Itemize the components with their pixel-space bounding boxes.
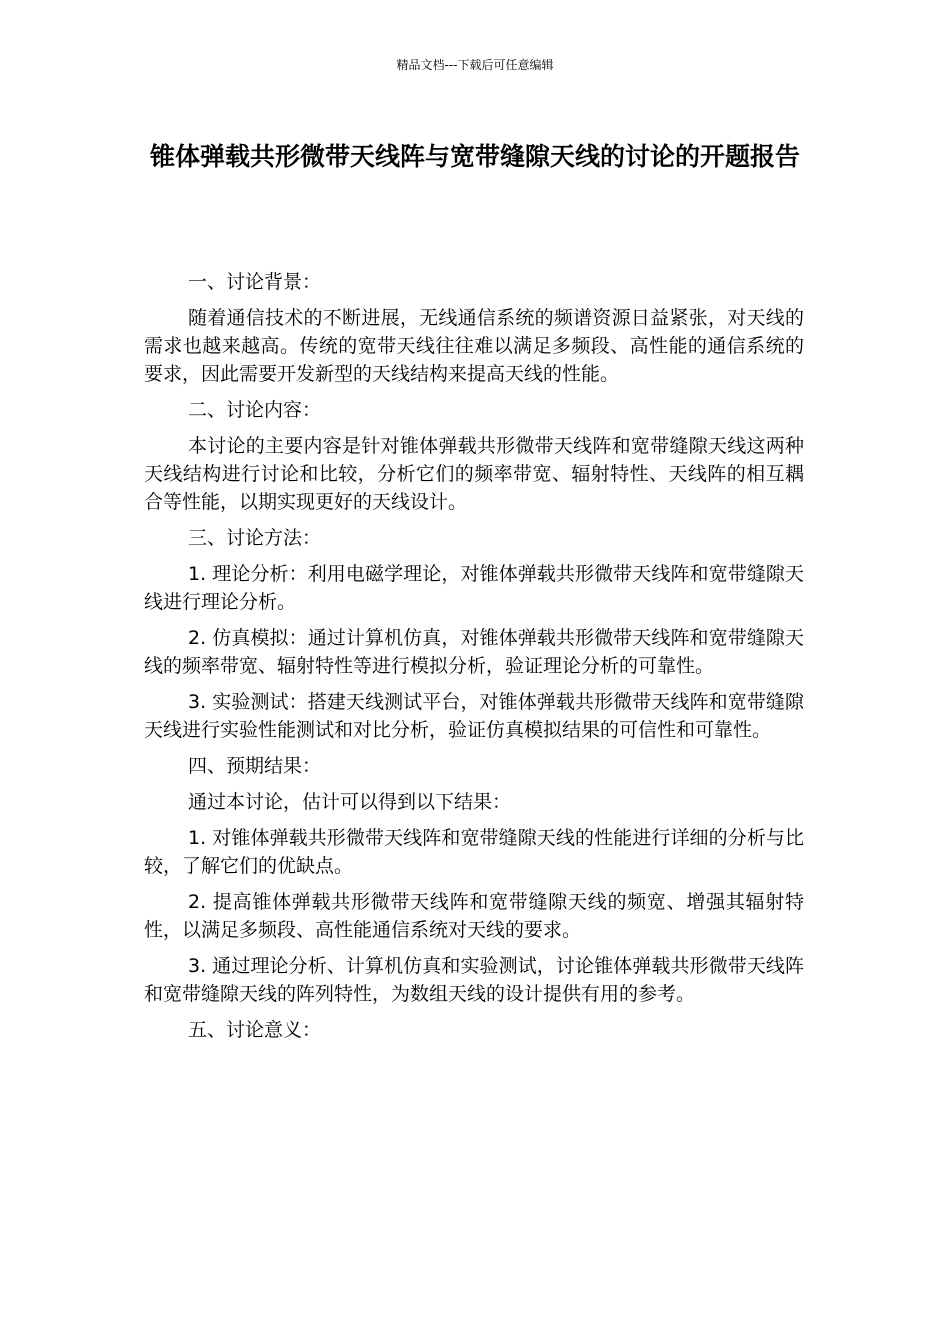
section-heading-results: 四、预期结果： — [188, 755, 322, 777]
list-item-method-3: 3. 实验测试：搭建天线测试平台，对锥体弹载共形微带天线阵和宽带缝隙天线进行实验性能测试和对比分析，验证仿真模拟结果的可信性和可靠性。 — [144, 691, 804, 741]
section-heading-content: 二、讨论内容： — [188, 399, 322, 421]
paragraph-content: 本讨论的主要内容是针对锥体弹载共形微带天线阵和宽带缝隙天线这两种天线结构进行讨论和比较，分析它们的频率带宽、辐射特性、天线阵的相互耦合等性能，以期实现更好的天线设计。 — [144, 435, 804, 513]
section-heading-significance: 五、讨论意义： — [188, 1019, 322, 1041]
document-body — [144, 268, 804, 1052]
list-item-result-3: 3. 通过理论分析、计算机仿真和实验测试，讨论锥体弹载共形微带天线阵和宽带缝隙天线的阵列特性，为数组天线的设计提供有用的参考。 — [144, 955, 804, 1005]
list-item-method-1: 1. 理论分析：利用电磁学理论，对锥体弹载共形微带天线阵和宽带缝隙天线进行理论分析。 — [144, 563, 804, 613]
document-title: 锥体弹载共形微带天线阵与宽带缝隙天线的讨论的开题报告 — [149, 142, 800, 171]
paragraph-results-intro: 通过本讨论，估计可以得到以下结果： — [188, 791, 512, 813]
section-heading-method: 三、讨论方法： — [188, 527, 322, 549]
list-item-result-2: 2. 提高锥体弹载共形微带天线阵和宽带缝隙天线的频宽、增强其辐射特性，以满足多频段、高性能通信系统对天线的要求。 — [144, 891, 804, 941]
paragraph-background: 随着通信技术的不断进展，无线通信系统的频谱资源日益紧张，对天线的需求也越来越高。传统的宽带天线往往难以满足多频段、高性能的通信系统的要求，因此需要开发新型的天线结构来提高天线的性能。 — [144, 307, 804, 385]
section-heading-background: 一、讨论背景： — [188, 271, 322, 293]
list-item-result-1: 1. 对锥体弹载共形微带天线阵和宽带缝隙天线的性能进行详细的分析与比较，了解它们的优缺点。 — [144, 827, 804, 877]
page-header-note: 精品文档---下载后可任意编辑 — [396, 58, 554, 72]
list-item-method-2: 2. 仿真模拟：通过计算机仿真，对锥体弹载共形微带天线阵和宽带缝隙天线的频率带宽、辐射特性等进行模拟分析，验证理论分析的可靠性。 — [144, 627, 804, 677]
